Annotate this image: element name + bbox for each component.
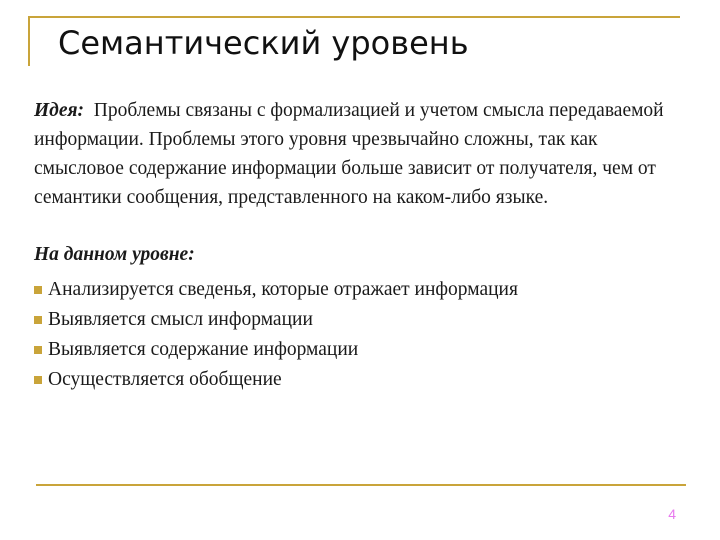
- slide-title: Семантический уровень: [58, 24, 469, 62]
- square-bullet-icon: [34, 346, 42, 354]
- list-item: [34, 335, 684, 364]
- title-top-rule: [28, 16, 680, 18]
- slide-body: [34, 96, 684, 395]
- list-item-text: Анализируется сведенья, которые отражает информация: [48, 279, 518, 300]
- list-item: [34, 305, 684, 334]
- square-bullet-icon: [34, 286, 42, 294]
- list-item-text: Осуществляется обобщение: [48, 369, 282, 390]
- square-bullet-icon: [34, 316, 42, 324]
- footer-rule: [36, 484, 686, 486]
- square-bullet-icon: [34, 376, 42, 384]
- page-number: 4: [668, 506, 676, 522]
- idea-text: Проблемы связаны с формализацией и учетом смысла передаваемой информации. Проблемы этого уровня чрезвычайно сложны, так как смысловое содержание информации больше зависит от получателя, чем от семантики сообщения, представленного на каком-либо языке.: [34, 100, 664, 208]
- list-item-text: Выявляется смысл информации: [48, 309, 313, 330]
- list-item-text: Выявляется содержание информации: [48, 339, 359, 360]
- list-item: [34, 275, 684, 304]
- title-left-rule: [28, 16, 30, 66]
- section-label: На данном уровне:: [34, 244, 195, 265]
- bullet-list: [34, 275, 684, 394]
- idea-paragraph: [34, 96, 684, 212]
- list-item: [34, 365, 684, 394]
- idea-label: Идея:: [34, 100, 85, 121]
